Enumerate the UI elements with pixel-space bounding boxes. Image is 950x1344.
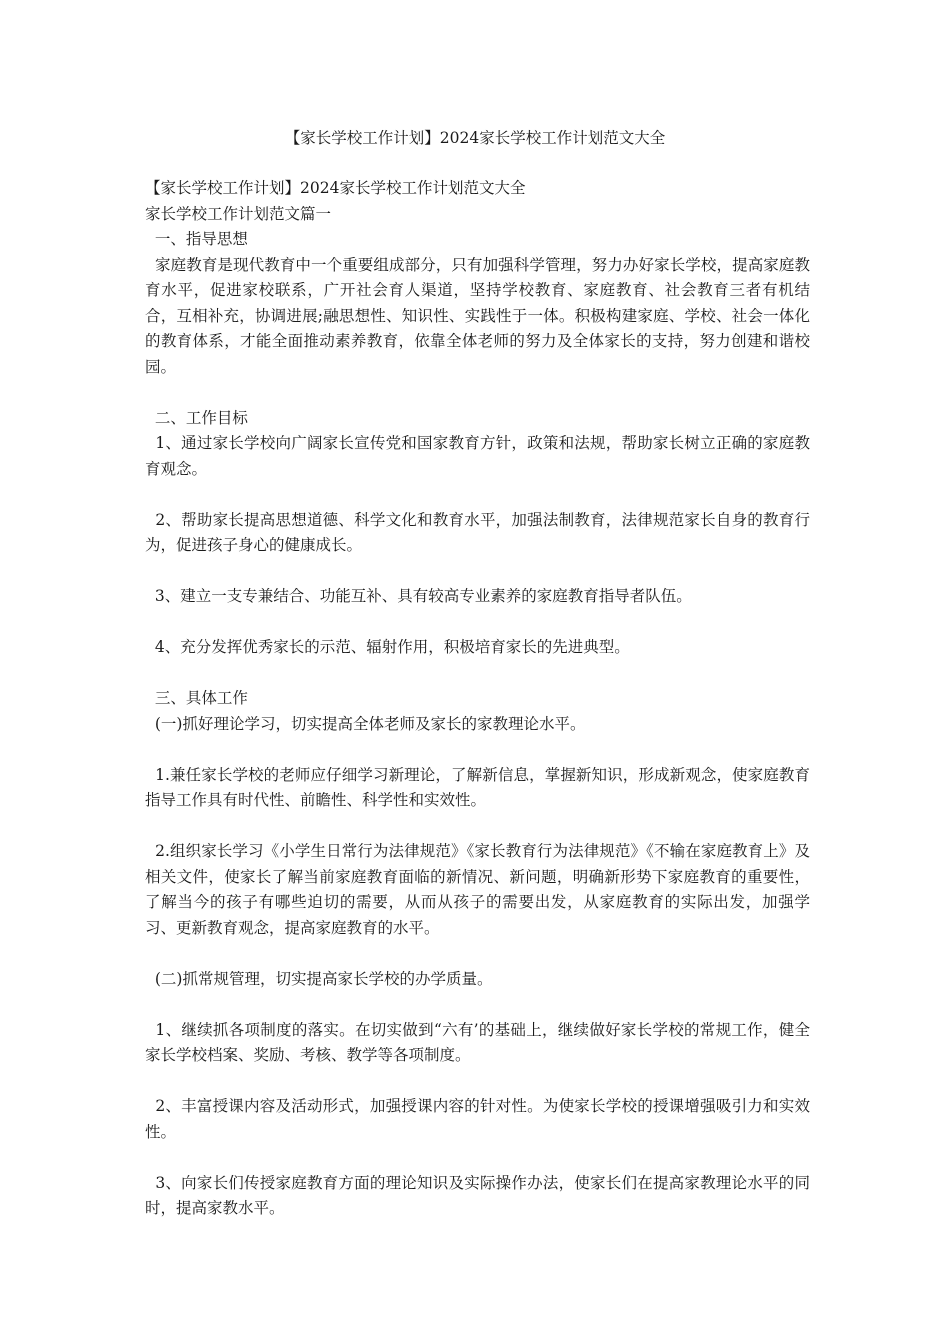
body-paragraph: (一)抓好理论学习，切实提高全体老师及家长的家教理论水平。 <box>145 714 586 733</box>
document-title: 【家长学校工作计划】2024家长学校工作计划范文大全 <box>284 129 666 147</box>
body-paragraph: 3、向家长们传授家庭教育方面的理论知识及实际操作办法，使家长们在提高家教理论水平的同时，提高家教水平。 <box>145 1173 810 1217</box>
body-paragraph: 1、继续抓各项制度的落实。在切实做到“六有’的基础上，继续做好家长学校的常规工作，健全家长学校档案、奖励、考核、教学等各项制度。 <box>145 1020 810 1064</box>
paragraph-spacer <box>145 610 810 636</box>
body-paragraph: 家庭教育是现代教育中一个重要组成部分，只有加强科学管理，努力办好家长学校，提高家庭教育水平，促进家校联系，广开社会育人渠道，坚持学校教育、家庭教育、社会教育三者有机结合，互相补充，协调进展;融思想性、知识性、实践性于一体。积极构建家庭、学校、社会一体化的教育体系，才能全面推动素养教育，依靠全体老师的努力及全体家长的支持，努力创建和谐校园。 <box>145 255 810 376</box>
paragraph-spacer <box>145 380 810 406</box>
body-paragraph: 家长学校工作计划范文篇一 <box>145 204 332 223</box>
body-paragraph: 2.组织家长学习《小学生日常行为法律规范》《家长教育行为法律规范》《不输在家庭教育上》及相关文件，使家长了解当前家庭教育面临的新情况、新问题，明确新形势下家庭教育的重要性，了解当今的孩子有哪些迫切的需要，从而从孩子的需要出发，从家庭教育的实际出发，加强学习、更新教育观念，提高家庭教育的水平。 <box>145 842 810 937</box>
body-paragraph: 1、通过家长学校向广阔家长宣传党和国家教育方针，政策和法规，帮助家长树立正确的家庭教育观念。 <box>145 434 810 478</box>
body-paragraph: 二、工作目标 <box>145 408 248 427</box>
paragraph-spacer <box>145 992 810 1018</box>
paragraph-spacer <box>145 1069 810 1095</box>
body-paragraph: (二)抓常规管理，切实提高家长学校的办学质量。 <box>145 969 493 988</box>
document-body <box>145 176 810 1222</box>
body-paragraph: 一、指导思想 <box>145 230 248 248</box>
body-paragraph: 【家长学校工作计划】2024家长学校工作计划范文大全 <box>145 179 526 197</box>
body-paragraph: 2、帮助家长提高思想道德、科学文化和教育水平，加强法制教育，法律规范家长自身的教育行为，促进孩子身心的健康成长。 <box>145 510 810 554</box>
body-paragraph: 4、充分发挥优秀家长的示范、辐射作用，积极培育家长的先进典型。 <box>145 638 630 656</box>
body-paragraph: 2、丰富授课内容及活动形式，加强授课内容的针对性。为使家长学校的授课增强吸引力和实效性。 <box>145 1097 810 1141</box>
paragraph-spacer <box>145 482 810 508</box>
paragraph-spacer <box>145 559 810 585</box>
body-paragraph: 三、具体工作 <box>145 689 248 707</box>
body-paragraph: 3、建立一支专兼结合、功能互补、具有较高专业素养的家庭教育指导者队伍。 <box>145 587 692 605</box>
paragraph-spacer <box>145 814 810 840</box>
body-paragraph: 1.兼任家长学校的老师应仔细学习新理论，了解新信息，掌握新知识，形成新观念，使家庭教育指导工作具有时代性、前瞻性、科学性和实效性。 <box>145 765 811 809</box>
paragraph-spacer <box>145 661 810 687</box>
paragraph-spacer <box>145 941 810 967</box>
paragraph-spacer <box>145 1145 810 1171</box>
paragraph-spacer <box>145 737 810 763</box>
